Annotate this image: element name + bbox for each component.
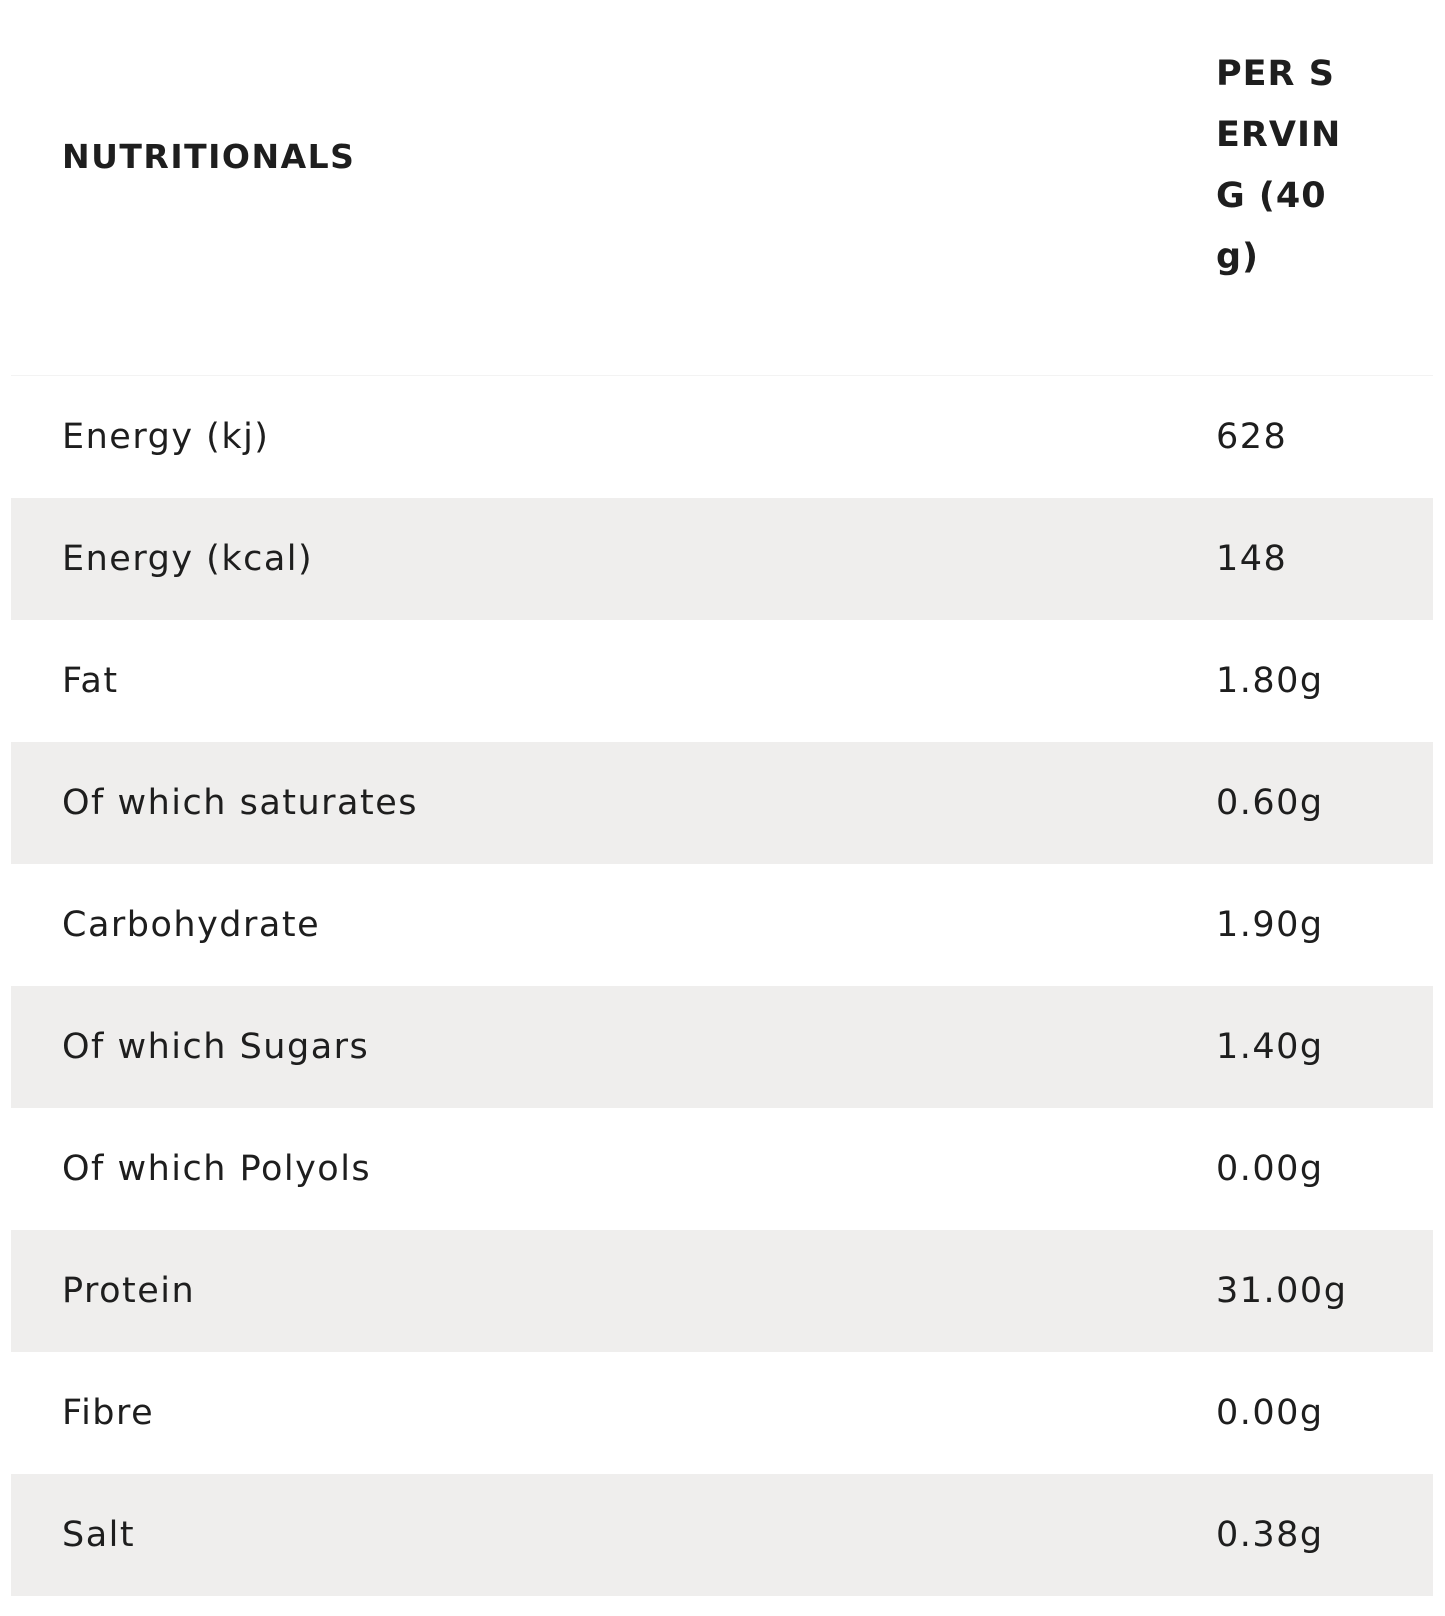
row-label: Fat (62, 661, 119, 701)
table-row (11, 376, 1433, 498)
nutrition-table (11, 0, 1433, 1596)
row-label: Protein (62, 1271, 196, 1311)
table-row (11, 1108, 1433, 1230)
table-row (11, 1474, 1433, 1596)
row-value: 0.00g (1216, 1149, 1324, 1189)
row-label: Of which saturates (62, 783, 418, 823)
row-value: 31.00g (1216, 1271, 1348, 1311)
row-label: Energy (kcal) (62, 539, 314, 579)
row-value: 1.90g (1216, 905, 1324, 945)
row-value: 0.38g (1216, 1515, 1324, 1555)
row-value: 148 (1216, 539, 1288, 579)
header-serving-size: PER SERVING (40g) (1216, 54, 1342, 277)
row-label: Energy (kj) (62, 417, 270, 457)
table-header (11, 0, 1433, 376)
row-label: Salt (62, 1515, 136, 1555)
header-label: NUTRITIONALS (62, 137, 356, 176)
row-label: Of which Polyols (62, 1149, 372, 1189)
row-value: 0.00g (1216, 1393, 1324, 1433)
row-label: Of which Sugars (62, 1027, 370, 1067)
row-value: 0.60g (1216, 783, 1324, 823)
table-row (11, 742, 1433, 864)
row-label: Carbohydrate (62, 905, 321, 945)
row-value: 1.80g (1216, 661, 1324, 701)
table-row (11, 864, 1433, 986)
table-row (11, 1352, 1433, 1474)
row-value: 1.40g (1216, 1027, 1324, 1067)
row-label: Fibre (62, 1393, 155, 1433)
table-row (11, 620, 1433, 742)
table-row (11, 1230, 1433, 1352)
table-row (11, 498, 1433, 620)
row-value: 628 (1216, 417, 1288, 457)
table-row (11, 986, 1433, 1108)
